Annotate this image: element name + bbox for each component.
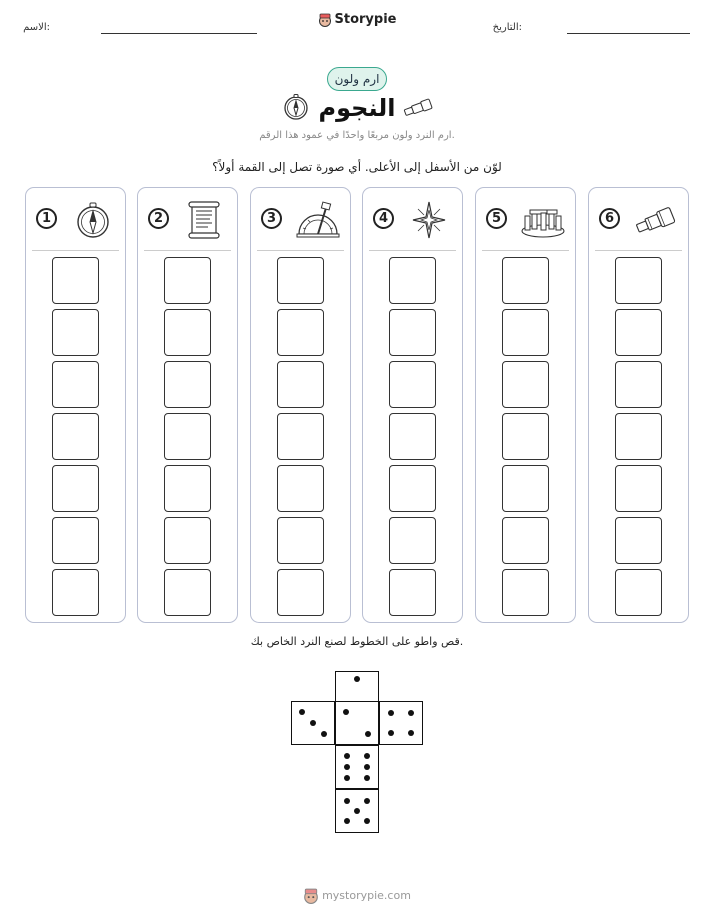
color-square[interactable] (615, 465, 662, 512)
color-square[interactable] (502, 517, 549, 564)
color-square[interactable] (277, 465, 324, 512)
color-square[interactable] (615, 413, 662, 460)
page-subtitle: ارم النرد ولون مربعًا واحدًا في عمود هذا الرقم. (259, 130, 455, 141)
dice-face-4 (379, 701, 423, 745)
star-icon (407, 200, 453, 240)
column-2 (137, 187, 238, 623)
pip (365, 731, 371, 737)
column-3 (250, 187, 351, 623)
color-square[interactable] (389, 465, 436, 512)
color-square[interactable] (389, 569, 436, 616)
column-4 (362, 187, 463, 623)
column-header (138, 188, 237, 250)
column-header (363, 188, 462, 250)
color-square[interactable] (502, 309, 549, 356)
stonehenge-icon (520, 200, 566, 240)
brand-name: Storypie (334, 12, 397, 27)
pip (408, 730, 414, 736)
color-square[interactable] (52, 257, 99, 304)
storypie-mascot-icon (303, 888, 319, 904)
footer-url[interactable]: mystorypie.com (322, 889, 411, 902)
telescope-icon (402, 97, 434, 117)
color-square[interactable] (277, 309, 324, 356)
column-number: 6 (599, 208, 620, 229)
color-square[interactable] (52, 517, 99, 564)
column-divider (595, 250, 682, 251)
color-square[interactable] (277, 413, 324, 460)
cut-instruction: قص واطو على الخطوط لصنع النرد الخاص بك. (250, 635, 464, 648)
column-number: 3 (261, 208, 282, 229)
game-badge: ارم ولون (327, 67, 387, 91)
color-square[interactable] (502, 413, 549, 460)
color-square[interactable] (502, 569, 549, 616)
column-divider (144, 250, 231, 251)
column-divider (32, 250, 119, 251)
telescope-icon (633, 200, 679, 240)
column-number: 4 (373, 208, 394, 229)
color-square[interactable] (615, 309, 662, 356)
color-square[interactable] (164, 361, 211, 408)
column-5 (475, 187, 576, 623)
column-divider (482, 250, 569, 251)
pip (364, 818, 370, 824)
dice-face-5 (335, 789, 379, 833)
pip (321, 731, 327, 737)
pip (364, 753, 370, 759)
color-square[interactable] (277, 361, 324, 408)
color-square[interactable] (52, 465, 99, 512)
name-line[interactable] (101, 33, 257, 34)
date-label: التاريخ: (492, 22, 522, 33)
column-header (251, 188, 350, 250)
color-square[interactable] (389, 517, 436, 564)
column-divider (257, 250, 344, 251)
color-square[interactable] (164, 465, 211, 512)
dice-face-3 (291, 701, 335, 745)
sundial-icon (295, 200, 341, 240)
color-square[interactable] (52, 309, 99, 356)
footer (0, 888, 714, 904)
color-square[interactable] (615, 517, 662, 564)
dice-face-2 (335, 701, 379, 745)
color-square[interactable] (502, 257, 549, 304)
color-square[interactable] (277, 569, 324, 616)
column-6 (588, 187, 689, 623)
column-header (26, 188, 125, 250)
color-square[interactable] (164, 517, 211, 564)
color-square[interactable] (52, 413, 99, 460)
pip (364, 764, 370, 770)
pip (343, 709, 349, 715)
compass-icon (70, 200, 116, 240)
pip (388, 730, 394, 736)
column-divider (369, 250, 456, 251)
pip (344, 775, 350, 781)
color-square[interactable] (52, 361, 99, 408)
pip (344, 753, 350, 759)
pip (354, 808, 360, 814)
color-square[interactable] (164, 569, 211, 616)
pip (344, 798, 350, 804)
scroll-icon (182, 200, 228, 240)
storypie-mascot-icon (318, 13, 332, 27)
column-number: 2 (148, 208, 169, 229)
pip (354, 676, 360, 682)
compass-icon (282, 93, 310, 121)
color-square[interactable] (502, 465, 549, 512)
color-square[interactable] (615, 257, 662, 304)
color-square[interactable] (164, 257, 211, 304)
column-number: 1 (36, 208, 57, 229)
color-square[interactable] (164, 413, 211, 460)
color-square[interactable] (389, 413, 436, 460)
instruction-text: لوّن من الأسفل إلى الأعلى. أي صورة تصل إلى القمة أولاً؟ (212, 160, 502, 174)
pip (388, 710, 394, 716)
color-square[interactable] (502, 361, 549, 408)
date-line[interactable] (567, 33, 690, 34)
page-title: النجوم (318, 94, 396, 122)
color-square[interactable] (277, 257, 324, 304)
color-square[interactable] (615, 569, 662, 616)
pip (364, 775, 370, 781)
pip (310, 720, 316, 726)
dice-face-6 (335, 745, 379, 789)
color-square[interactable] (277, 517, 324, 564)
color-square[interactable] (615, 361, 662, 408)
name-label: الاسم: (23, 22, 50, 33)
column-header (589, 188, 688, 250)
pip (344, 764, 350, 770)
color-square[interactable] (164, 309, 211, 356)
column-1 (25, 187, 126, 623)
pip (364, 798, 370, 804)
color-square[interactable] (52, 569, 99, 616)
color-square[interactable] (389, 309, 436, 356)
column-header (476, 188, 575, 250)
pip (408, 710, 414, 716)
color-square[interactable] (389, 257, 436, 304)
color-square[interactable] (389, 361, 436, 408)
pip (299, 709, 305, 715)
column-number: 5 (486, 208, 507, 229)
pip (344, 818, 350, 824)
brand-logo (0, 12, 714, 27)
